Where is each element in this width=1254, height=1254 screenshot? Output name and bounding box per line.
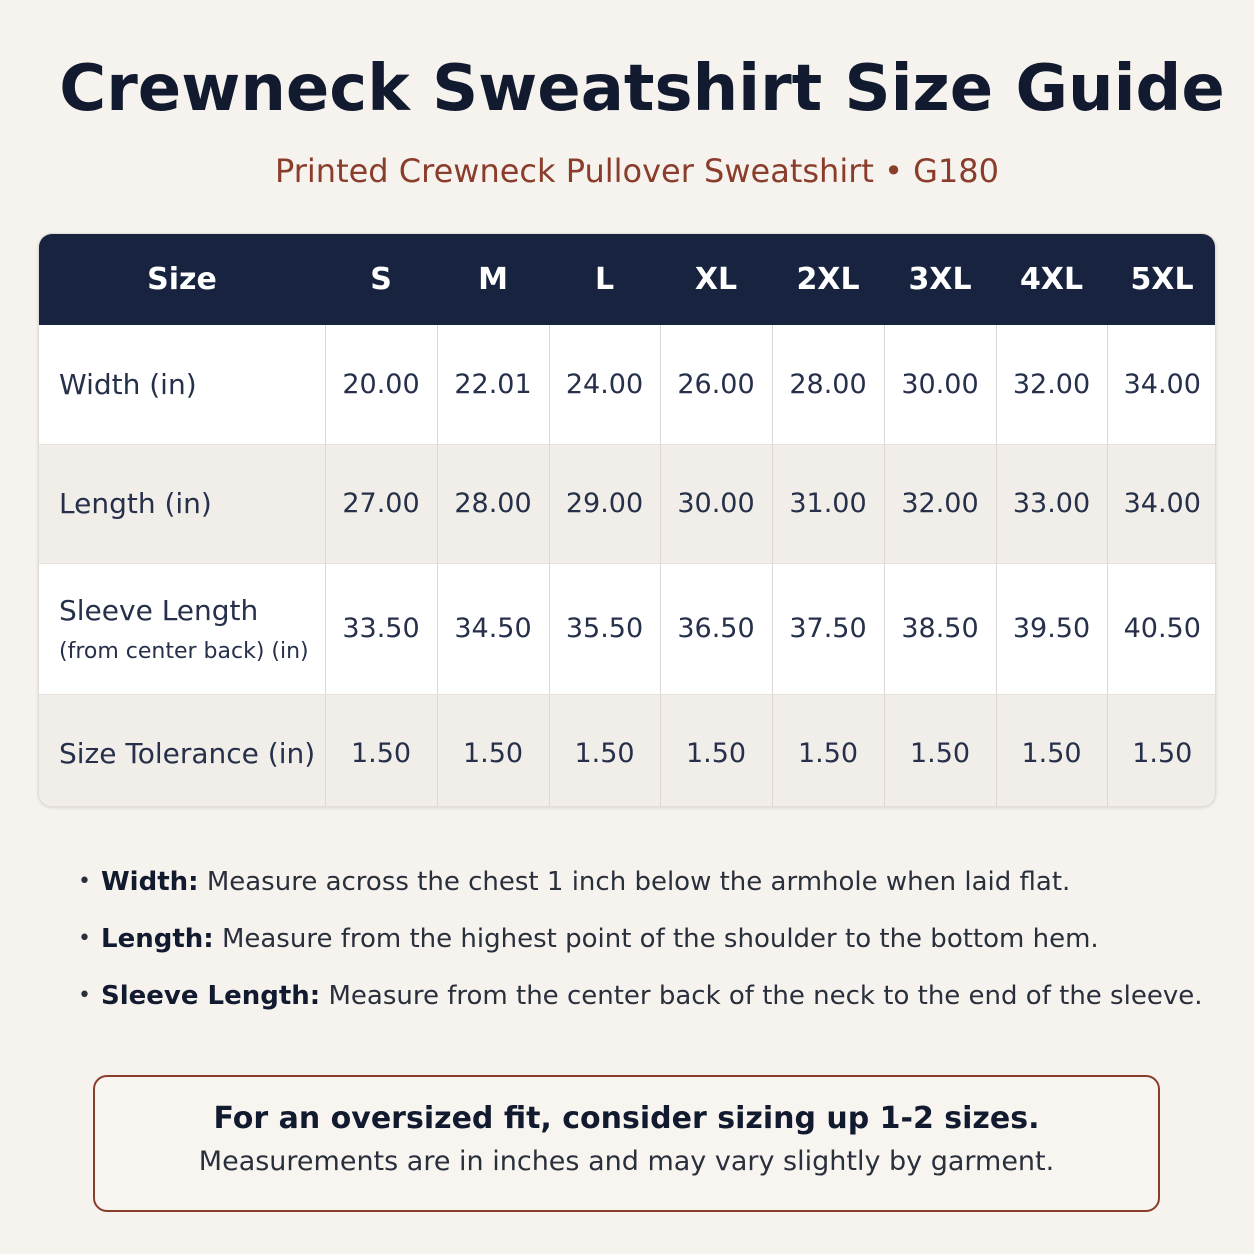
list-item bbox=[78, 976, 1208, 1033]
column-header: 5XL bbox=[1130, 262, 1194, 297]
column-header: M bbox=[478, 262, 508, 297]
list-item bbox=[78, 862, 1208, 919]
table-cell: 1.50 bbox=[996, 694, 1107, 807]
table-cell: 34.50 bbox=[437, 563, 549, 694]
table-cell: 1.50 bbox=[549, 694, 660, 807]
note-term: Width: bbox=[101, 867, 199, 897]
note-text: Measure from the highest point of the shoulder to the bottom hem. bbox=[221, 924, 1099, 954]
table-row-width bbox=[39, 325, 1216, 444]
table-header-row bbox=[39, 234, 1216, 325]
table-cell: 35.50 bbox=[549, 563, 660, 694]
row-label bbox=[39, 325, 325, 444]
fit-callout bbox=[93, 1075, 1160, 1212]
table-cell: 1.50 bbox=[325, 694, 437, 807]
note-text: Measure across the chest 1 inch below the armhole when laid flat. bbox=[206, 867, 1071, 897]
row-label-text: Size Tolerance (in) bbox=[59, 737, 316, 770]
measurement-notes bbox=[78, 862, 1208, 1033]
table-cell: 1.50 bbox=[884, 694, 996, 807]
row-label-text: Sleeve Length bbox=[59, 593, 259, 627]
table-cell: 1.50 bbox=[660, 694, 772, 807]
table-cell: 34.00 bbox=[1107, 325, 1216, 444]
table-cell: 26.00 bbox=[660, 325, 772, 444]
size-table bbox=[38, 233, 1216, 807]
table-cell: 38.50 bbox=[884, 563, 996, 694]
column-header: L bbox=[594, 262, 615, 297]
table-row-length bbox=[39, 444, 1216, 563]
callout-headline: For an oversized fit, consider sizing up 1-2 sizes. bbox=[213, 1101, 1040, 1136]
table-cell: 32.00 bbox=[884, 444, 996, 563]
row-label bbox=[39, 563, 325, 694]
bullet-icon: • bbox=[78, 869, 91, 894]
table-cell: 1.50 bbox=[437, 694, 549, 807]
table-cell: 33.00 bbox=[996, 444, 1107, 563]
table-cell: 20.00 bbox=[325, 325, 437, 444]
table-cell: 1.50 bbox=[772, 694, 884, 807]
page-subtitle: Printed Crewneck Pullover Sweatshirt • G180 bbox=[275, 152, 999, 190]
table-row-sleeve-length bbox=[39, 563, 1216, 694]
table-cell: 30.00 bbox=[660, 444, 772, 563]
bullet-icon: • bbox=[78, 983, 91, 1008]
list-item bbox=[78, 919, 1208, 976]
row-label-text: Length (in) bbox=[59, 487, 212, 520]
page-title: Crewneck Sweatshirt Size Guide bbox=[59, 52, 1225, 126]
column-header: S bbox=[370, 262, 392, 297]
row-label bbox=[39, 444, 325, 563]
table-cell: 36.50 bbox=[660, 563, 772, 694]
column-header: 3XL bbox=[908, 262, 972, 297]
callout-detail: Measurements are in inches and may vary slightly by garment. bbox=[198, 1146, 1055, 1177]
bullet-icon: • bbox=[78, 926, 91, 951]
note-term: Sleeve Length: bbox=[101, 981, 321, 1011]
column-header: 2XL bbox=[796, 262, 860, 297]
table-cell: 40.50 bbox=[1107, 563, 1216, 694]
table-cell: 1.50 bbox=[1107, 694, 1216, 807]
table-cell: 34.00 bbox=[1107, 444, 1216, 563]
row-label bbox=[39, 694, 325, 807]
row-label-text: Width (in) bbox=[59, 367, 197, 401]
column-header: 4XL bbox=[1019, 262, 1084, 297]
row-sublabel-text: (from center back) (in) bbox=[59, 638, 309, 664]
table-cell: 28.00 bbox=[437, 444, 549, 563]
table-cell: 29.00 bbox=[549, 444, 660, 563]
table-cell: 27.00 bbox=[325, 444, 437, 563]
note-term: Length: bbox=[101, 924, 214, 954]
table-cell: 31.00 bbox=[772, 444, 884, 563]
table-cell: 22.01 bbox=[437, 325, 549, 444]
table-cell: 24.00 bbox=[549, 325, 660, 444]
table-row-size-tolerance bbox=[39, 694, 1216, 807]
table-cell: 39.50 bbox=[996, 563, 1107, 694]
table-cell: 37.50 bbox=[772, 563, 884, 694]
column-header-size: Size bbox=[147, 262, 217, 297]
note-text: Measure from the center back of the neck to the end of the sleeve. bbox=[328, 981, 1203, 1011]
column-header: XL bbox=[694, 262, 738, 297]
table-cell: 32.00 bbox=[996, 325, 1107, 444]
table-cell: 33.50 bbox=[325, 563, 437, 694]
table-cell: 28.00 bbox=[772, 325, 884, 444]
table-cell: 30.00 bbox=[884, 325, 996, 444]
